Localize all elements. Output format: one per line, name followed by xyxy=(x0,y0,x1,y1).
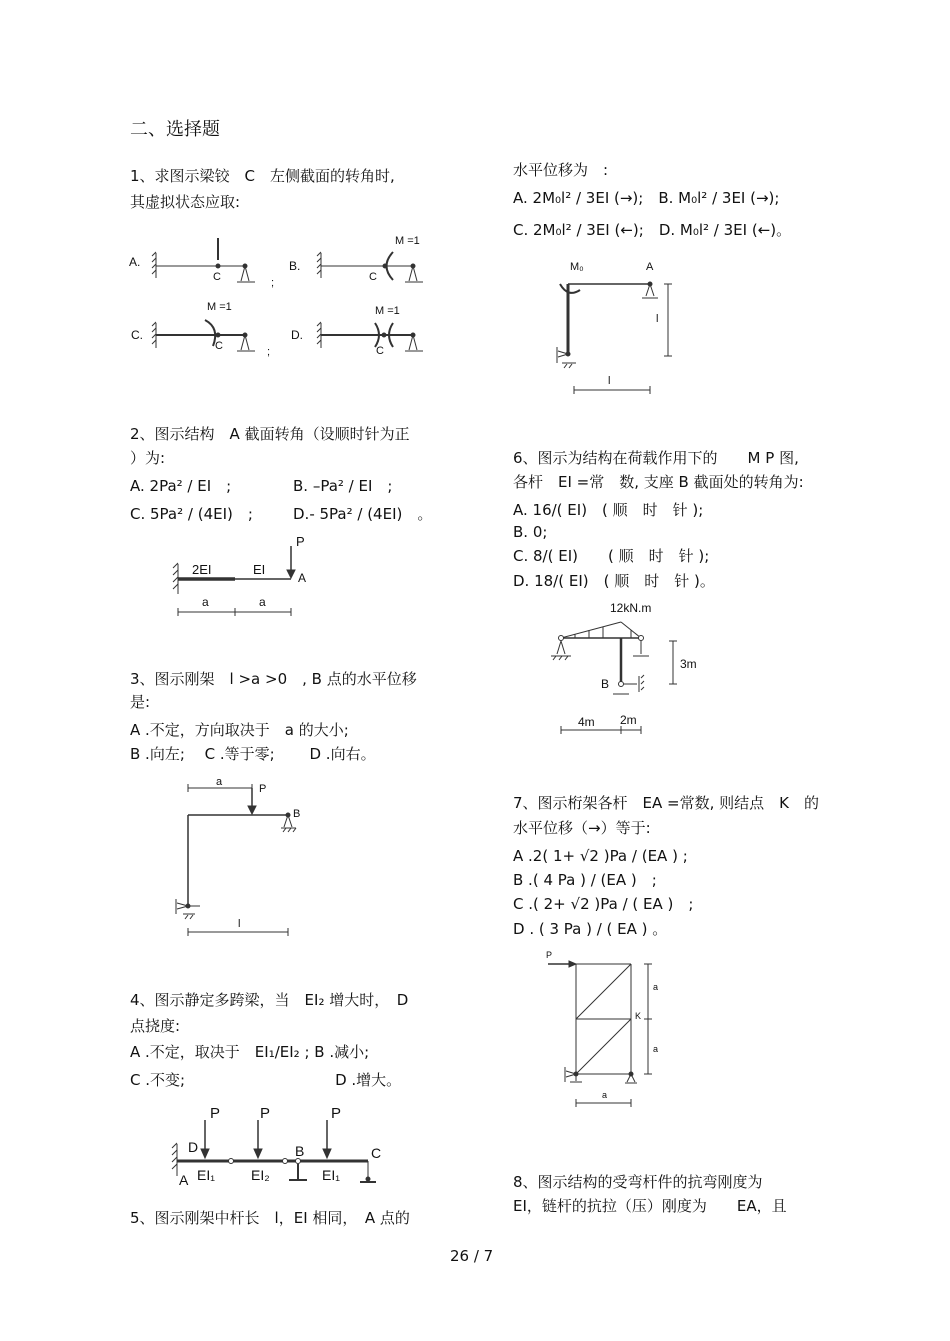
q1-stem-line1: 1、求图示梁铰 C 左侧截面的转角时, xyxy=(130,167,395,185)
q1-moment-label: M =1 xyxy=(375,305,400,317)
q4-node-b: B xyxy=(295,1143,305,1159)
q4-node-d: D xyxy=(188,1139,199,1155)
q3-stem-line1: 3、图示刚架 l >a >0 , B 点的水平位移 xyxy=(130,670,417,688)
q6-node-b: B xyxy=(601,677,610,691)
q4-stem-line2: 点挠度: xyxy=(130,1017,181,1035)
q8-stem-line1: 8、图示结构的受弯杆件的抗弯刚度为 xyxy=(513,1173,763,1191)
q4-options-line2: C .不变; D .增大。 xyxy=(130,1071,402,1089)
q4-load-p: P xyxy=(331,1105,342,1122)
q4-stem-line1: 4、图示静定多跨梁，当 EI₂ 增大时， D xyxy=(130,991,409,1009)
q5-options-line1: A. 2M₀l² / 3EI (→); B. M₀l² / 3EI (→); xyxy=(513,189,780,207)
q3-options-line1: A .不定，方向取决于 a 的大小; xyxy=(130,721,349,739)
q7-option-a: A .2( 1+ √2 )Pa / (EA ) ; xyxy=(513,847,688,865)
q7-figure xyxy=(540,946,670,1111)
q4-options-line1: A .不定，取决于 EI₁/EI₂ ; B .减小; xyxy=(130,1043,370,1061)
q2-option-c: C. 5Pa² / (4EI) ; xyxy=(130,505,253,523)
q2-option-d: D.- 5Pa² / (4EI) 。 xyxy=(293,505,433,523)
q3-node-b: B xyxy=(293,808,301,820)
q6-figure xyxy=(545,598,710,743)
q1-stem-line2: 其虚拟状态应取: xyxy=(130,193,241,211)
q6-span-4m: 4m xyxy=(578,715,595,729)
q6-height-label: 3m xyxy=(680,657,697,671)
q2-span-a: a xyxy=(202,595,209,609)
q1-semicolon: ; xyxy=(267,346,271,358)
q4-figure xyxy=(165,1100,395,1195)
q3-load-p: P xyxy=(259,783,267,795)
q7-option-c: C .( 2+ √2 )Pa / ( EA ) ; xyxy=(513,895,694,913)
q2-ei-left: 2EI xyxy=(192,562,212,577)
q7-dim-a: a xyxy=(653,982,659,992)
q6-stem-line2: 各杆 EI =常 数, 支座 B 截面处的转角为: xyxy=(513,473,804,491)
q8-stem-line2: EI，链杆的抗拉（压）刚度为 EA，且 xyxy=(513,1197,787,1215)
q1-node-c: C xyxy=(369,271,377,283)
page-number: 26 / 7 xyxy=(450,1247,494,1265)
q7-dim-a: a xyxy=(653,1044,659,1054)
q4-node-a: A xyxy=(179,1172,189,1188)
q4-node-c: C xyxy=(371,1145,382,1161)
q1-semicolon: ; xyxy=(271,277,275,289)
q2-stem-line2: ）为: xyxy=(130,449,166,467)
q4-load-p: P xyxy=(260,1105,271,1122)
q6-option-d: D. 18/( EI) ( 顺 时 针 )。 xyxy=(513,572,715,590)
q6-moment-label: 12kN.m xyxy=(610,601,652,615)
q1-opt-a-label: A. xyxy=(129,255,141,269)
q1-opt-c-label: C. xyxy=(131,328,143,342)
q5-figure xyxy=(540,254,690,399)
q3-figure xyxy=(165,774,305,944)
q1-figure xyxy=(125,228,435,363)
q5-options-line2: C. 2M₀l² / 3EI (←); D. M₀l² / 3EI (←)。 xyxy=(513,221,792,239)
q7-dim-a: a xyxy=(602,1090,608,1100)
q5-dim-l: l xyxy=(608,375,611,387)
q5-dim-l: l xyxy=(656,313,659,325)
q2-span-a: a xyxy=(259,595,266,609)
q1-opt-d-label: D. xyxy=(291,328,303,342)
q4-ei1: EI₁ xyxy=(197,1167,215,1183)
q6-option-c: C. 8/( EI) ( 顺 时 针 ); xyxy=(513,547,710,565)
q7-load-p: P xyxy=(546,950,553,960)
q7-option-d: D . ( 3 Pa ) / ( EA ) 。 xyxy=(513,920,668,938)
q4-ei2: EI₂ xyxy=(251,1167,270,1183)
q3-dim-a: a xyxy=(216,776,223,788)
q7-stem-line1: 7、图示桁架各杆 EA =常数, 则结点 K 的 xyxy=(513,794,819,812)
q6-stem-line1: 6、图示为结构在荷载作用下的 M P 图, xyxy=(513,449,799,467)
q2-ei-right: EI xyxy=(253,562,266,577)
q2-option-a: A. 2Pa² / EI ; xyxy=(130,477,232,495)
q6-span-2m: 2m xyxy=(620,713,637,727)
q7-option-b: B .( 4 Pa ) / (EA ) ; xyxy=(513,871,657,889)
section-title: 二、选择题 xyxy=(130,119,220,140)
q2-stem-line1: 2、图示结构 A 截面转角（设顺时针为正 xyxy=(130,425,410,443)
q5-node-a: A xyxy=(646,261,654,273)
q1-moment-label: M =1 xyxy=(395,235,420,247)
q5-stem-line2: 水平位移为 : xyxy=(513,161,609,179)
q1-node-c: C xyxy=(215,340,223,352)
q6-option-a: A. 16/( EI) ( 顺 时 针 ); xyxy=(513,501,704,519)
q1-node-c: C xyxy=(376,345,384,357)
q6-option-b: B. 0; xyxy=(513,523,548,541)
q4-ei1: EI₁ xyxy=(322,1167,340,1183)
q5-stem-line1: 5、图示刚架中杆长 l，EI 相同， A 点的 xyxy=(130,1209,410,1227)
q1-opt-b-label: B. xyxy=(289,259,301,273)
q2-figure xyxy=(160,532,320,622)
q2-option-b: B. –Pa² / EI ; xyxy=(293,477,393,495)
q1-node-c: C xyxy=(213,271,221,283)
q5-m0-label: M₀ xyxy=(570,261,584,273)
q2-node-a: A xyxy=(298,571,307,585)
q3-stem-line2: 是: xyxy=(130,693,151,711)
q4-load-p: P xyxy=(210,1105,221,1122)
q7-node-k: K xyxy=(635,1011,642,1021)
q3-options-line2: B .向左; C .等于零; D .向右。 xyxy=(130,745,376,763)
q1-moment-label: M =1 xyxy=(207,301,232,313)
q3-dim-l: l xyxy=(238,918,241,930)
q7-stem-line2: 水平位移（→）等于: xyxy=(513,819,651,837)
q2-load-p: P xyxy=(296,534,305,549)
